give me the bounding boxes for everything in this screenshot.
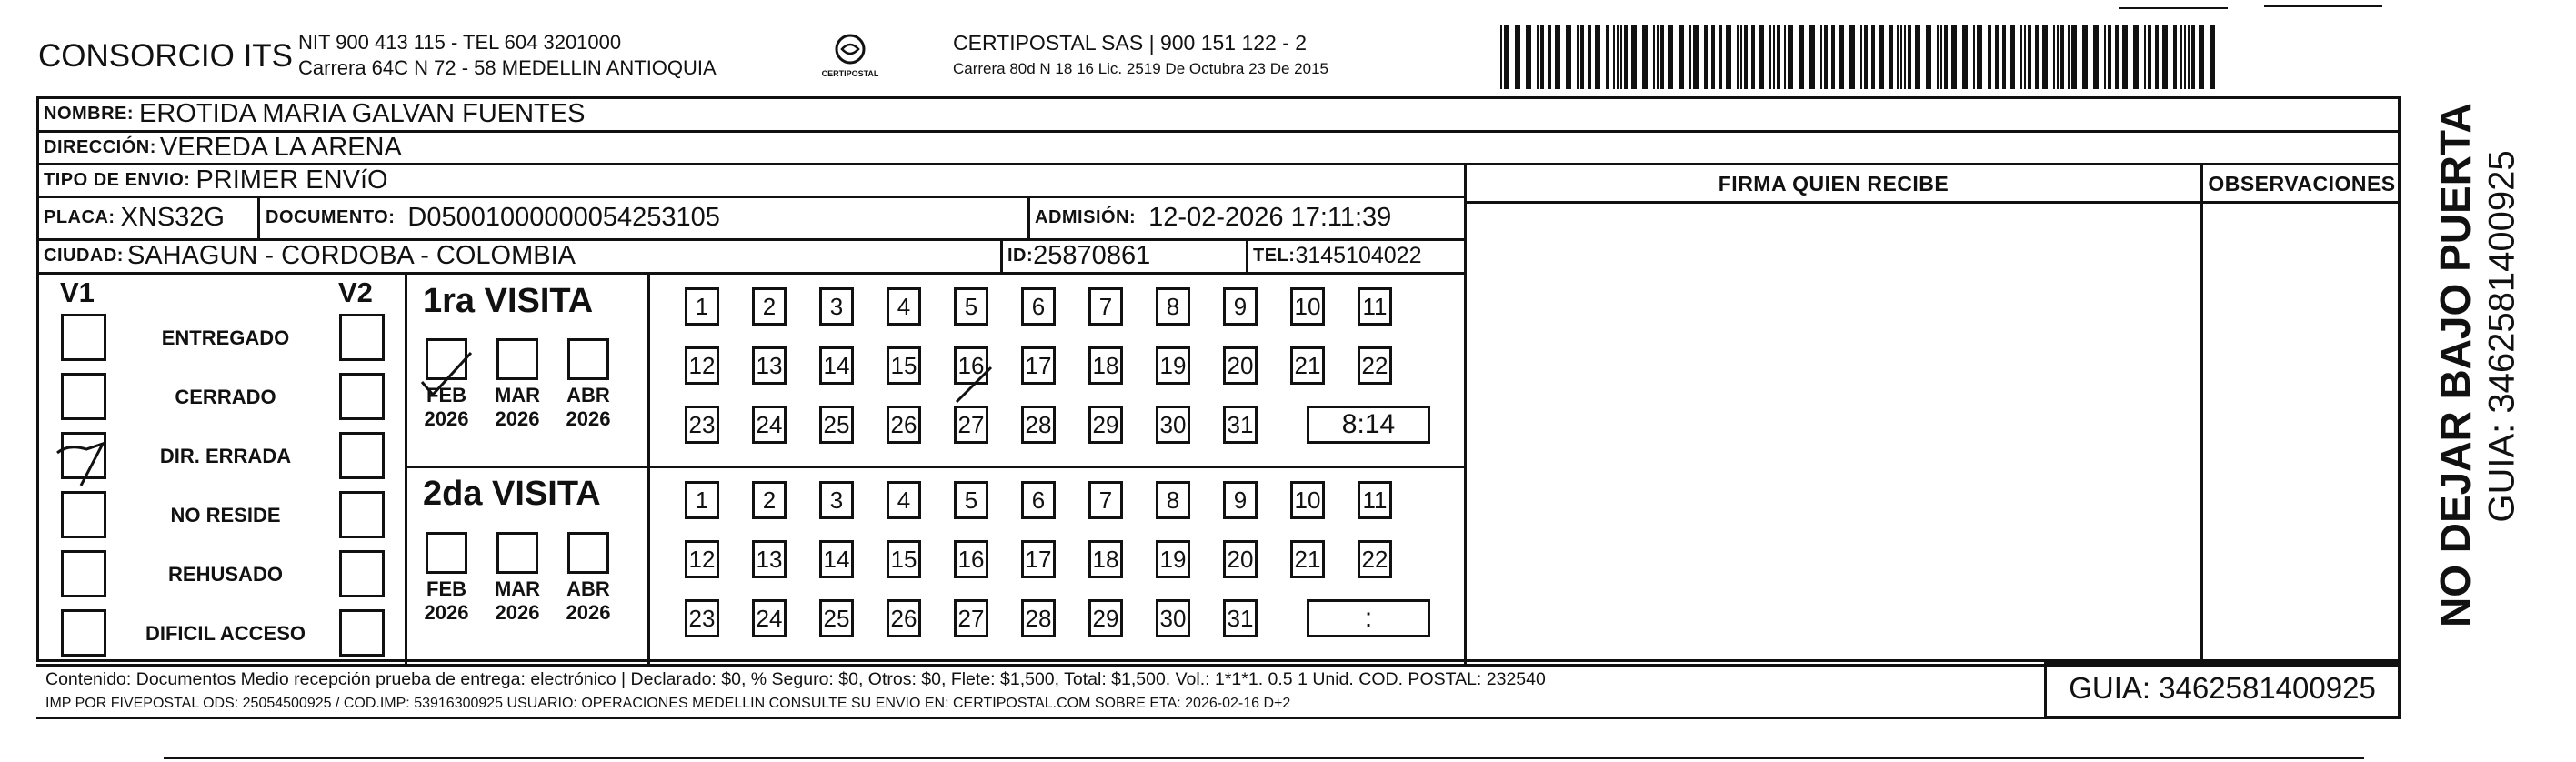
city-cell [44, 238, 576, 273]
barcode-bar [1548, 25, 1551, 89]
day-box[interactable]: 27 [954, 406, 988, 444]
day-box[interactable]: 30 [1156, 599, 1190, 637]
v1-checkbox[interactable] [61, 609, 106, 657]
barcode-bar [1860, 25, 1862, 89]
visit-time-box[interactable]: : [1307, 599, 1430, 637]
month-label: MAR [494, 384, 541, 406]
tipo-label: TIPO DE ENVIO: [44, 169, 191, 190]
month-label: ABR [566, 577, 610, 600]
day-box[interactable]: 12 [685, 346, 719, 385]
day-box[interactable]: 11 [1358, 481, 1392, 519]
barcode-bar [1613, 25, 1615, 89]
reason-label: CERRADO [175, 386, 276, 408]
barcode-bar [1577, 25, 1579, 89]
day-box[interactable]: 23 [685, 599, 719, 637]
barcode-bar [1660, 25, 1664, 89]
barcode-bar [1580, 25, 1584, 89]
barcode-bar [2082, 25, 2088, 89]
month-label: FEB [426, 384, 466, 406]
day-box[interactable]: 2 [752, 481, 787, 519]
phone-value: 3145104022 [1295, 242, 1422, 268]
barcode-bar [1737, 25, 1739, 89]
second-visit-title: 2da VISITA [423, 475, 601, 513]
day-box[interactable]: 22 [1358, 540, 1392, 578]
month-checkbox[interactable] [426, 532, 467, 574]
v1-checkbox[interactable] [61, 314, 106, 361]
day-box[interactable]: 17 [1021, 346, 1056, 385]
barcode-bar [2155, 25, 2159, 89]
direccion-label: DIRECCIÓN: [44, 136, 156, 157]
barcode-bar [1973, 25, 1975, 89]
year-label: 2026 [495, 407, 540, 430]
barcode-bar [1689, 25, 1691, 89]
reason-label: DIFICIL ACCESO [145, 622, 306, 645]
day-box[interactable]: 21 [1290, 346, 1325, 385]
barcode-bar [1668, 25, 1673, 89]
barcode-bar [1631, 25, 1637, 89]
barcode-bar [1759, 25, 1764, 89]
day-box[interactable]: 27 [954, 599, 988, 637]
handwritten-strike-16 [951, 362, 997, 407]
day-box[interactable]: 26 [887, 599, 921, 637]
barcode-bar [2053, 25, 2055, 89]
barcode-bar [2057, 25, 2059, 89]
v1-checkbox[interactable] [61, 373, 106, 420]
placa-label: PLACA: [44, 206, 115, 227]
day-box[interactable]: 9 [1223, 481, 1258, 519]
barcode-bar [1951, 25, 1957, 89]
day-box[interactable]: 2 [752, 287, 787, 326]
barcode-bar [2188, 25, 2190, 89]
month-label: ABR [566, 384, 610, 406]
barcode-bar [1879, 25, 1884, 89]
barcode-bar [1657, 25, 1659, 89]
day-box[interactable]: 4 [887, 481, 921, 519]
handwritten-check-dir-errada [50, 435, 114, 489]
barcode-bar [1864, 25, 1868, 89]
barcode-bar [1617, 25, 1619, 89]
barcode-bar [1889, 25, 1893, 89]
barcode-bar [2068, 25, 2070, 89]
address-value: VEREDA LA ARENA [159, 132, 402, 162]
barcode-bar [1693, 25, 1699, 89]
day-box[interactable]: 21 [1290, 540, 1325, 578]
barcode-bar [1904, 25, 1906, 89]
month-checkbox[interactable] [496, 338, 538, 380]
v2-checkbox[interactable] [339, 432, 385, 479]
barcode-bar [1995, 25, 1999, 89]
month-checkbox[interactable] [496, 532, 538, 574]
barcode [1500, 25, 2224, 89]
day-box[interactable]: 19 [1156, 540, 1190, 578]
year-label: 2026 [424, 407, 469, 430]
barcode-bar [1500, 25, 1502, 89]
day-box[interactable]: 24 [752, 599, 787, 637]
day-box[interactable]: 12 [685, 540, 719, 578]
day-box[interactable]: 17 [1021, 540, 1056, 578]
barcode-bar [1937, 25, 1939, 89]
day-box[interactable]: 3 [819, 287, 854, 326]
day-box[interactable]: 7 [1088, 287, 1123, 326]
admision-label: ADMISIÓN: [1035, 206, 1137, 227]
barcode-bar [2162, 25, 2168, 89]
day-box[interactable]: 4 [887, 287, 921, 326]
observations-area[interactable] [2204, 205, 2399, 662]
day-box[interactable]: 14 [819, 346, 854, 385]
day-box[interactable]: 1 [685, 481, 719, 519]
barcode-bar [2028, 25, 2031, 89]
day-box[interactable]: 23 [685, 406, 719, 444]
day-box[interactable]: 5 [954, 481, 988, 519]
contents-line: Contenido: Documentos Medio recepción prueba de entrega: electrónico | Declarado: $0, % Seguro: $0, Otros: $0, Flete: $1,500, Total: $1,500. Vol.: 1*1*1. 0.5 1 Unid. COD. POSTAL: 232540 [45, 669, 1546, 689]
barcode-bar [1537, 25, 1539, 89]
barcode-bar [1595, 25, 1600, 89]
ciudad-label: CIUDAD: [44, 245, 124, 266]
signature-header: FIRMA QUIEN RECIBE [1718, 172, 1950, 196]
day-box[interactable]: 28 [1021, 599, 1056, 637]
admission-cell [1035, 196, 1391, 239]
barcode-bar [1620, 25, 1622, 89]
footer-guide-number: GUIA: 3462581400925 [2069, 671, 2376, 705]
day-box[interactable]: 29 [1088, 406, 1123, 444]
barcode-bar [1824, 25, 1828, 89]
day-box[interactable]: 19 [1156, 346, 1190, 385]
barcode-bar [1679, 25, 1684, 89]
barcode-bar [2199, 25, 2204, 89]
logo-text: CERTIPOSTAL [821, 69, 879, 78]
id-value: 25870861 [1033, 240, 1151, 270]
id-label: ID: [1007, 245, 1034, 266]
barcode-bar [1653, 25, 1655, 89]
v2-checkbox[interactable] [339, 550, 385, 597]
v2-checkbox[interactable] [339, 491, 385, 538]
barcode-bar [1588, 25, 1591, 89]
v1-checkbox[interactable] [61, 491, 106, 538]
do-not-leave-warning: NO DEJAR BAJO PUERTA [2431, 103, 2479, 627]
day-box[interactable]: 15 [887, 346, 921, 385]
day-box[interactable]: 6 [1021, 481, 1056, 519]
barcode-bar [2104, 25, 2106, 89]
v2-header: V2 [338, 276, 373, 308]
year-label: 2026 [495, 601, 540, 624]
barcode-bar [1566, 25, 1571, 89]
city-value: SAHAGUN - CORDOBA - COLOMBIA [126, 240, 576, 270]
day-box[interactable]: 13 [752, 540, 787, 578]
barcode-bar [1744, 25, 1748, 89]
barcode-bar [1926, 25, 1931, 89]
barcode-bar [1962, 25, 1968, 89]
barcode-bar [1726, 25, 1731, 89]
barcode-bar [2108, 25, 2111, 89]
barcode-bar [1788, 25, 1793, 89]
day-box[interactable]: 31 [1223, 406, 1258, 444]
barcode-bar [2024, 25, 2026, 89]
barcode-bar [2020, 25, 2022, 89]
month-checkbox[interactable] [567, 532, 609, 574]
v1-checkbox[interactable] [61, 550, 106, 597]
reason-label: ENTREGADO [161, 326, 290, 349]
observations-header: OBSERVACIONES [2208, 172, 2396, 196]
barcode-bar [1871, 25, 1875, 89]
reason-label: REHUSADO [168, 563, 283, 586]
day-box[interactable]: 24 [752, 406, 787, 444]
tel-label: TEL: [1253, 245, 1296, 266]
day-box[interactable]: 11 [1358, 287, 1392, 326]
barcode-bar [1704, 25, 1708, 89]
phone-cell [1253, 238, 1421, 273]
day-box[interactable]: 3 [819, 481, 854, 519]
barcode-bar [1908, 25, 1911, 89]
shipping-type-row [44, 163, 388, 197]
barcode-bar [1915, 25, 1920, 89]
barcode-bar [2184, 25, 2186, 89]
certipostal-logo [818, 31, 882, 85]
side-guide-number: GUIA: 3462581400925 [2481, 150, 2522, 523]
day-box[interactable]: 20 [1223, 346, 1258, 385]
company-address: Carrera 64C N 72 - 58 MEDELLIN ANTIOQUIA [298, 56, 717, 79]
first-visit-title: 1ra VISITA [423, 282, 594, 320]
day-box[interactable]: 25 [819, 406, 854, 444]
year-label: 2026 [424, 601, 469, 624]
day-box[interactable]: 30 [1156, 406, 1190, 444]
company-nit: NIT 900 413 115 - TEL 604 3201000 [298, 31, 622, 54]
barcode-bar [1784, 25, 1786, 89]
day-box[interactable]: 13 [752, 346, 787, 385]
barcode-bar [2144, 25, 2146, 89]
barcode-bar [2060, 25, 2064, 89]
barcode-bar [2002, 25, 2006, 89]
print-info-line: IMP POR FIVEPOSTAL ODS: 25054500925 / COD.IMP: 53916300925 USUARIO: OPERACIONES MEDELLIN CONSULTE SU ENVIO EN: CERTIPOSTAL.COM SOBRE ETA: 2026-02-16 D+2 [45, 696, 1291, 711]
v2-checkbox[interactable] [339, 373, 385, 420]
day-box[interactable]: 26 [887, 406, 921, 444]
barcode-bar [1515, 25, 1520, 89]
day-box[interactable]: 29 [1088, 599, 1123, 637]
barcode-bar [1799, 25, 1804, 89]
document-value: D05001000000054253105 [407, 202, 720, 232]
v1-header: V1 [60, 276, 95, 308]
barcode-bar [2191, 25, 2195, 89]
day-box[interactable]: 22 [1358, 346, 1392, 385]
day-box[interactable]: 8 [1156, 287, 1190, 326]
carrier-name: CERTIPOSTAL SAS | 900 151 122 - 2 [953, 31, 1308, 55]
barcode-bar [1940, 25, 1942, 89]
day-box[interactable]: 31 [1223, 599, 1258, 637]
month-label: MAR [494, 577, 541, 600]
v2-checkbox[interactable] [339, 609, 385, 657]
company-name: CONSORCIO ITS [38, 38, 294, 74]
day-box[interactable]: 18 [1088, 346, 1123, 385]
day-box[interactable]: 10 [1290, 287, 1325, 326]
barcode-bar [1555, 25, 1560, 89]
barcode-bar [1773, 25, 1775, 89]
barcode-bar [1624, 25, 1628, 89]
shipping-type-value: PRIMER ENVíO [195, 165, 388, 195]
barcode-bar [2071, 25, 2077, 89]
barcode-bar [1526, 25, 1531, 89]
barcode-bar [2010, 25, 2015, 89]
admission-value: 12-02-2026 17:11:39 [1148, 202, 1392, 232]
barcode-bar [2133, 25, 2139, 89]
barcode-bar [1719, 25, 1722, 89]
day-box[interactable]: 20 [1223, 540, 1258, 578]
barcode-bar [2093, 25, 2099, 89]
document-cell [266, 196, 720, 239]
barcode-bar [1777, 25, 1780, 89]
barcode-bar [1504, 25, 1509, 89]
nombre-label: NOMBRE: [44, 103, 135, 124]
recipient-name: EROTIDA MARIA GALVAN FUENTES [139, 98, 586, 128]
year-label: 2026 [566, 601, 611, 624]
barcode-bar [1642, 25, 1648, 89]
barcode-bar [2115, 25, 2119, 89]
day-box[interactable]: 5 [954, 287, 988, 326]
barcode-bar [1944, 25, 1948, 89]
barcode-bar [2122, 25, 2128, 89]
address-row [44, 130, 402, 165]
day-box[interactable]: 14 [819, 540, 854, 578]
day-box[interactable]: 1 [685, 287, 719, 326]
barcode-bar [1849, 25, 1855, 89]
plate-cell [44, 196, 225, 239]
barcode-bar [1540, 25, 1544, 89]
day-box[interactable]: 10 [1290, 481, 1325, 519]
barcode-bar [1606, 25, 1609, 89]
barcode-bar [1897, 25, 1899, 89]
barcode-bar [1831, 25, 1835, 89]
day-box[interactable]: 15 [887, 540, 921, 578]
visit-time-box[interactable]: 8:14 [1307, 406, 1430, 444]
reason-label: DIR. ERRADA [159, 445, 292, 467]
v2-checkbox[interactable] [339, 314, 385, 361]
barcode-bar [1711, 25, 1715, 89]
recipient-name-row [44, 96, 585, 131]
carrier-address: Carrera 80d N 18 16 Lic. 2519 De Octubra 23 De 2015 [953, 60, 1328, 77]
reason-label: NO RESIDE [170, 504, 281, 526]
day-box[interactable]: 8 [1156, 481, 1190, 519]
barcode-bar [1809, 25, 1815, 89]
documento-label: DOCUMENTO: [266, 206, 396, 227]
barcode-bar [2180, 25, 2182, 89]
id-cell [1007, 238, 1150, 273]
barcode-bar [2148, 25, 2151, 89]
day-box[interactable]: 9 [1223, 287, 1258, 326]
barcode-bar [2042, 25, 2048, 89]
barcode-bar [1769, 25, 1771, 89]
day-box[interactable]: 25 [819, 599, 854, 637]
barcode-bar [1751, 25, 1755, 89]
day-box[interactable]: 16 [954, 346, 988, 385]
barcode-bar [1820, 25, 1822, 89]
barcode-bar [2173, 25, 2177, 89]
handwritten-check-feb [416, 349, 480, 404]
day-box[interactable]: 16 [954, 540, 988, 578]
barcode-bar [1900, 25, 1902, 89]
day-box[interactable]: 18 [1088, 540, 1123, 578]
plate-value: XNS32G [120, 202, 225, 232]
day-box[interactable]: 7 [1088, 481, 1123, 519]
month-checkbox[interactable] [567, 338, 609, 380]
year-label: 2026 [566, 407, 611, 430]
day-box[interactable]: 6 [1021, 287, 1056, 326]
barcode-bar [2210, 25, 2215, 89]
barcode-bar [1988, 25, 1991, 89]
barcode-bar [1839, 25, 1844, 89]
month-label: FEB [426, 577, 466, 600]
barcode-bar [1740, 25, 1742, 89]
day-box[interactable]: 28 [1021, 406, 1056, 444]
signature-area[interactable] [1468, 205, 2199, 662]
barcode-bar [2035, 25, 2039, 89]
barcode-bar [1977, 25, 1982, 89]
